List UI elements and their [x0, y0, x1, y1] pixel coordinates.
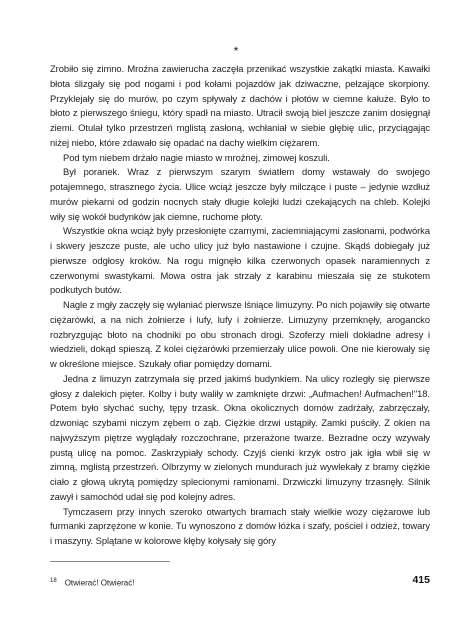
page-number: 415 [412, 574, 430, 586]
footnote-rule [50, 561, 170, 562]
paragraph-4: Wszystkie okna wciąż były przesłonięte czarnymi, zaciemniającymi zasłonami, podwórka i skwery jeszcze puste, ale ucho ulicy już było nastawione i czujne. Skądś dobiegały już pierwsze odgłosy kroków. Na rogu mignęło kilka czerwonych opasek naramiennych z czerwonymi swastykami. Mowa ostra jak strzały z karabinu mieszała się ze stukotem podkutych butów. [50, 225, 430, 296]
paragraph-1: Zrobiło się zimno. Mroźna zawierucha zaczęła przenikać wszystkie zakątki miasta. Kawałki błota ślizgały się pod nogami i pod kołami pojazdów jak dziwaczne, pełzające skorpiony. Przyklejały się do murów, po czym spływały z dachów i płotów w ciemne kałuże. Było to błoto z pierwszego śniegu, który spadł na miasto. Utracił swoją biel jeszcze zanim dosięgnął ziemi. Otulał tylko przestrzeń mglistą zasłoną, wchłaniał w siebie głębię ulic, przyciągając niżej niebo, które zdawało się opadać na dachy wielkim ciężarem. [50, 63, 430, 148]
paragraph-2: Pod tym niebem drżało nagie miasto w mroźnej, zimowej koszuli. [63, 151, 330, 163]
paragraph-6: Jedna z limuzyn zatrzymała się przed jakimś budynkiem. Na ulicy rozległy się pierwsze głosy z dalekich pięter. Kolby i buty waliły w zamknięte drzwi: „Aufmachen! Aufmachen!"18. Potem było słychać suchy, tępy trzask. Okna okolicznych domów zadrżały, zabrzęczały, dzwoniąc szybami niczym zębem o ząb. Ciężkie drzwi ustąpiły. Zamki puściły. Z okien na najwyższym piętrze wyglądały rozczochrane, przerażone twarze. Bezradne oczy wzywały pustą ulicę na pomoc. Zaskrzypiały schody. Czyjś cienki krzyk ostro jak igła wbił się w zimną, mglistą przestrzeń. Olbrzymy w zielonych mundurach już wywlekały z bramy ciężkie ciało z głową ukrytą pomiędzy splecionymi ramionami. Drzwiczki limuzyny trzasnęły. Silnik zawył i samochód udał się pod kolejny adres. [50, 372, 430, 502]
paragraph-5: Nagle z mgły zaczęły się wyłaniać pierwsze lśniące limuzyny. Po nich pojawiły się otwarte ciężarówki, a na nich żołnierze i lufy, lufy i żołnierze. Limuzyny przemknęły, arogancko rozbryzgując błoto na chodniki po obu stronach drogi. Szoferzy mieli dokładne adresy i wiedzieli, dokąd spieszą. Z kolei ciężarówki przemierzały ulice powoli. One nie kierowały się w określone miejsce. Szukały ofiar pomiędzy domami. [50, 299, 430, 369]
paragraph-7: Tymczasem przy innych szeroko otwartych bramach stały wielkie wozy ciężarowe lub furmanki zaprzężone w konie. Tu wynoszono z domów łóżka i szafy, pościel i odzież, towary i maszyny. Splątane w kolorowe kłęby kołysały się góry [50, 505, 430, 546]
footnote-text: Otwierać! Otwierać! [64, 578, 135, 588]
body-text [50, 62, 430, 549]
section-separator: * [233, 44, 239, 58]
footnote [50, 578, 134, 588]
footnote-number: 18 [50, 578, 57, 584]
paragraph-3: Był poranek. Wraz z pierwszym szarym światłem domy wstawały do swojego potajemnego, strasznego życia. Ulice wciąż jeszcze były milczące i puste – jedynie wzdłuż murów piekarni od godzin nocnych stały długie kolejki ludzi czekających na chleb. Kolejki wiły się wokół budynków jak ciemne, ruchome płoty. [50, 166, 430, 222]
